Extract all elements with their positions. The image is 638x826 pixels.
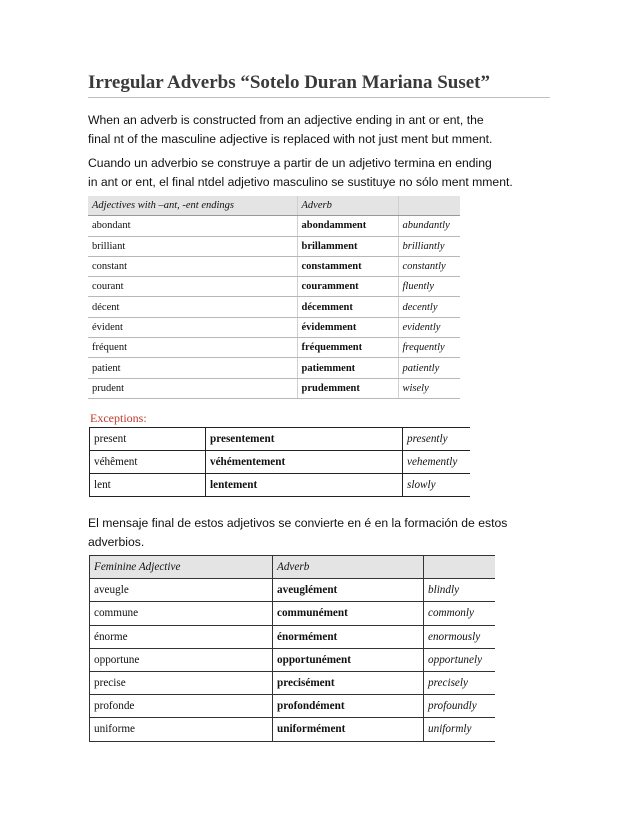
ant-ent-adverb-cell: prudemment bbox=[297, 378, 398, 398]
table-row bbox=[90, 428, 470, 451]
ant-ent-adverb-cell: fréquemment bbox=[297, 338, 398, 358]
table-row bbox=[88, 277, 460, 297]
ant-ent-adjective-cell: patient bbox=[88, 358, 297, 378]
feminine-adverb-table bbox=[89, 555, 495, 742]
ant-ent-header-cell: Adjectives with –ant, -ent endings bbox=[88, 196, 297, 216]
ant-ent-header-cell: Adverb bbox=[297, 196, 398, 216]
ant-ent-adjective-cell: abondant bbox=[88, 216, 297, 236]
table-row bbox=[88, 297, 460, 317]
english-line-2: final nt of the masculine adjective is replaced with not just ment but mment. bbox=[88, 132, 493, 146]
ant-ent-adverb-cell: décemment bbox=[297, 297, 398, 317]
ant-ent-adjective-cell: courant bbox=[88, 277, 297, 297]
feminine-line-1: El mensaje final de estos adjetivos se convierte en é en la formación de estos bbox=[88, 516, 508, 530]
feminine-header-cell bbox=[424, 556, 495, 579]
ant-ent-translation-cell: wisely bbox=[398, 378, 460, 398]
exceptions-translation-cell: slowly bbox=[403, 474, 470, 497]
feminine-adjective-cell: precise bbox=[90, 671, 273, 694]
feminine-header-cell: Adverb bbox=[273, 556, 424, 579]
feminine-adjective-cell: aveugle bbox=[90, 579, 273, 602]
spanish-paragraph bbox=[88, 154, 550, 192]
feminine-translation-cell: uniformly bbox=[424, 718, 495, 741]
table-row bbox=[90, 625, 495, 648]
ant-ent-header-cell bbox=[398, 196, 460, 216]
feminine-paragraph bbox=[88, 514, 550, 552]
ant-ent-adverb-table bbox=[88, 196, 460, 399]
page-title: Irregular Adverbs “Sotelo Duran Mariana Suset” bbox=[88, 72, 490, 93]
feminine-translation-cell: blindly bbox=[424, 579, 495, 602]
exceptions-adverb-cell: presentement bbox=[206, 428, 403, 451]
feminine-adverb-cell: uniformément bbox=[273, 718, 424, 741]
feminine-header-cell: Feminine Adjective bbox=[90, 556, 273, 579]
feminine-translation-cell: commonly bbox=[424, 602, 495, 625]
ant-ent-translation-cell: fluently bbox=[398, 277, 460, 297]
ant-ent-translation-cell: frequently bbox=[398, 338, 460, 358]
ant-ent-translation-cell: evidently bbox=[398, 317, 460, 337]
spanish-line-2: in ant or ent, el final ntdel adjetivo masculino se sustituye no sólo ment mment. bbox=[88, 175, 513, 189]
table-row bbox=[90, 451, 470, 474]
table-row bbox=[88, 236, 460, 256]
exceptions-adjective-cell: véhêment bbox=[90, 451, 206, 474]
ant-ent-adjective-cell: prudent bbox=[88, 378, 297, 398]
ant-ent-adverb-cell: brillamment bbox=[297, 236, 398, 256]
table-row bbox=[90, 718, 495, 741]
table-row bbox=[88, 216, 460, 236]
table-row bbox=[88, 317, 460, 337]
feminine-translation-cell: opportunely bbox=[424, 648, 495, 671]
exceptions-adverb-cell: véhémentement bbox=[206, 451, 403, 474]
table-row bbox=[90, 671, 495, 694]
table-row bbox=[90, 474, 470, 497]
english-line-1: When an adverb is constructed from an adjective ending in ant or ent, the bbox=[88, 113, 484, 127]
ant-ent-translation-cell: constantly bbox=[398, 256, 460, 276]
feminine-adverb-cell: aveuglément bbox=[273, 579, 424, 602]
feminine-adjective-cell: profonde bbox=[90, 695, 273, 718]
feminine-line-2: adverbios. bbox=[88, 535, 145, 549]
title-underline bbox=[88, 97, 550, 98]
table-row bbox=[90, 579, 495, 602]
table-row bbox=[90, 648, 495, 671]
ant-ent-adjective-cell: fréquent bbox=[88, 338, 297, 358]
ant-ent-adverb-cell: couramment bbox=[297, 277, 398, 297]
feminine-header-row bbox=[90, 556, 495, 579]
table-row bbox=[88, 256, 460, 276]
feminine-adverb-cell: precisément bbox=[273, 671, 424, 694]
ant-ent-adverb-cell: patiemment bbox=[297, 358, 398, 378]
ant-ent-adjective-cell: constant bbox=[88, 256, 297, 276]
exceptions-heading: Exceptions: bbox=[90, 411, 147, 425]
feminine-adjective-cell: uniforme bbox=[90, 718, 273, 741]
feminine-adjective-cell: opportune bbox=[90, 648, 273, 671]
feminine-translation-cell: profoundly bbox=[424, 695, 495, 718]
ant-ent-adverb-cell: constamment bbox=[297, 256, 398, 276]
table-row bbox=[88, 338, 460, 358]
ant-ent-header-row bbox=[88, 196, 460, 216]
table-row bbox=[90, 602, 495, 625]
table-row bbox=[88, 358, 460, 378]
spanish-line-1: Cuando un adverbio se construye a partir de un adjetivo termina en ending bbox=[88, 156, 492, 170]
ant-ent-adjective-cell: évident bbox=[88, 317, 297, 337]
ant-ent-translation-cell: patiently bbox=[398, 358, 460, 378]
feminine-adjective-cell: commune bbox=[90, 602, 273, 625]
feminine-adjective-cell: énorme bbox=[90, 625, 273, 648]
exceptions-table bbox=[89, 427, 470, 497]
feminine-adverb-cell: communément bbox=[273, 602, 424, 625]
exceptions-translation-cell: vehemently bbox=[403, 451, 470, 474]
table-row bbox=[90, 695, 495, 718]
feminine-adverb-cell: énormément bbox=[273, 625, 424, 648]
ant-ent-translation-cell: abundantly bbox=[398, 216, 460, 236]
english-paragraph bbox=[88, 111, 550, 149]
exceptions-adjective-cell: lent bbox=[90, 474, 206, 497]
feminine-translation-cell: enormously bbox=[424, 625, 495, 648]
feminine-translation-cell: precisely bbox=[424, 671, 495, 694]
exceptions-adjective-cell: present bbox=[90, 428, 206, 451]
ant-ent-translation-cell: decently bbox=[398, 297, 460, 317]
ant-ent-adjective-cell: décent bbox=[88, 297, 297, 317]
ant-ent-adverb-cell: abondamment bbox=[297, 216, 398, 236]
feminine-adverb-cell: profondément bbox=[273, 695, 424, 718]
exceptions-translation-cell: presently bbox=[403, 428, 470, 451]
ant-ent-adjective-cell: brilliant bbox=[88, 236, 297, 256]
table-row bbox=[88, 378, 460, 398]
exceptions-adverb-cell: lentement bbox=[206, 474, 403, 497]
ant-ent-translation-cell: brilliantly bbox=[398, 236, 460, 256]
ant-ent-adverb-cell: évidemment bbox=[297, 317, 398, 337]
feminine-adverb-cell: opportunément bbox=[273, 648, 424, 671]
